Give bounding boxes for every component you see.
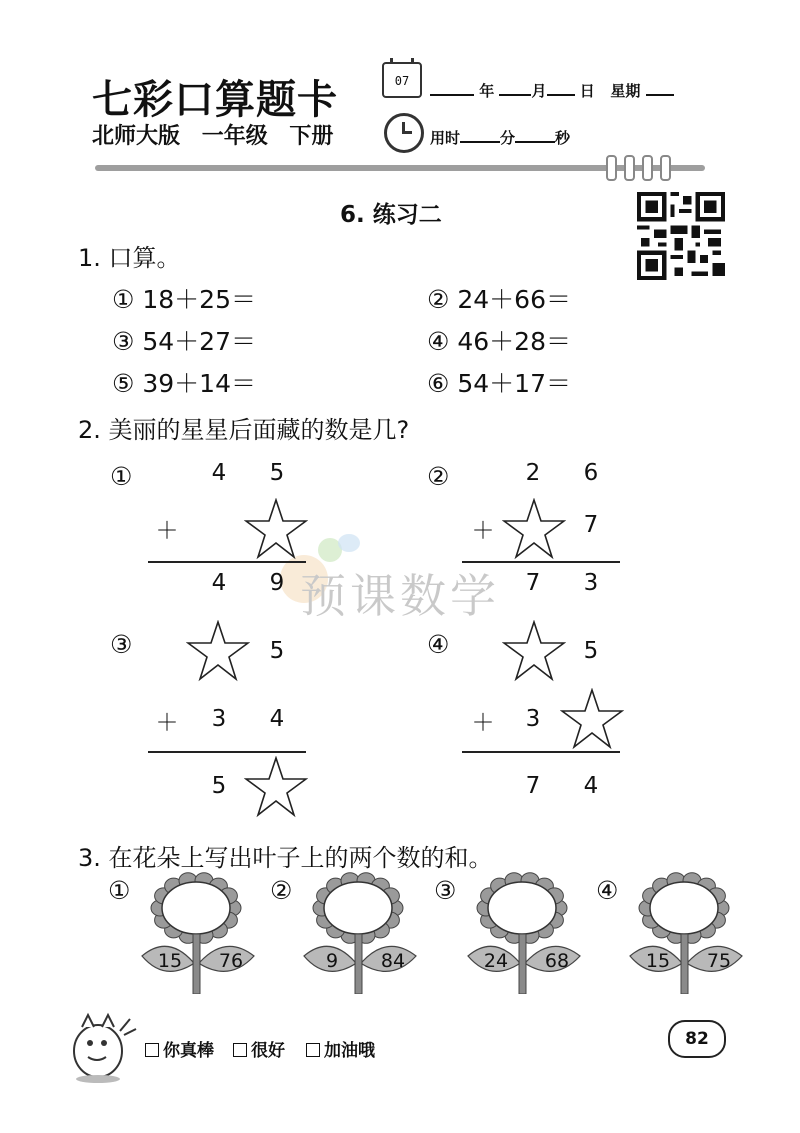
- grade: 一年级: [201, 124, 268, 149]
- digit: 7: [583, 512, 599, 538]
- star-icon[interactable]: [244, 756, 308, 818]
- leaf-number-left: 9: [325, 950, 339, 972]
- leaf-number-left: 24: [483, 950, 509, 972]
- edition-line: [92, 119, 333, 150]
- flower-answer-area[interactable]: [654, 886, 714, 930]
- month-blank[interactable]: [499, 80, 531, 96]
- flower-answer-area[interactable]: [166, 886, 226, 930]
- q2-label-4: ④: [427, 630, 450, 659]
- digit: 4: [211, 460, 227, 486]
- digit: 7: [525, 773, 541, 799]
- page-number: 82: [668, 1020, 726, 1058]
- calendar-icon: [382, 62, 422, 98]
- digit: 3: [583, 570, 599, 596]
- leaf-number-right: 76: [218, 950, 244, 972]
- digit: 9: [269, 570, 285, 596]
- leaf-number-right: 84: [380, 950, 406, 972]
- month-label: 月: [531, 82, 547, 100]
- star-icon[interactable]: [502, 620, 566, 682]
- digit: 5: [583, 638, 599, 664]
- sum-line: [462, 561, 620, 563]
- plus-sign: ＋: [155, 518, 179, 544]
- rating-option-good[interactable]: [233, 1036, 285, 1061]
- time-label: 用时: [430, 129, 461, 147]
- digit: 5: [269, 638, 285, 664]
- binder-ring-icon: [642, 155, 653, 181]
- q2-label-1: ①: [110, 462, 133, 491]
- q3-title: 3. 在花朵上写出叶子上的两个数的和。: [78, 844, 493, 872]
- watermark-dot-icon: [338, 534, 360, 552]
- sum-line: [462, 751, 620, 753]
- minute-blank[interactable]: [460, 127, 500, 143]
- weekday-label: 星期: [610, 82, 641, 100]
- star-icon[interactable]: [244, 498, 308, 560]
- day-blank[interactable]: [547, 80, 575, 96]
- lesson-title: 6. 练习二: [340, 202, 442, 228]
- q3-label-1: ①: [108, 876, 131, 905]
- flower-answer-area[interactable]: [492, 886, 552, 930]
- q2-label-3: ③: [110, 630, 133, 659]
- rating-option-great[interactable]: [145, 1036, 214, 1061]
- binder-ring-icon: [624, 155, 635, 181]
- time-line: [430, 127, 570, 148]
- date-line: [430, 80, 674, 101]
- qr-code-icon[interactable]: [637, 192, 725, 280]
- binder-ring-icon: [606, 155, 617, 181]
- minute-label: 分: [500, 129, 516, 147]
- leaf-number-left: 15: [645, 950, 671, 972]
- mascot-icon: [62, 1005, 142, 1085]
- rating-label: 加油哦: [324, 1041, 375, 1061]
- edition: 北师大版: [92, 124, 181, 149]
- leaf-number-right: 75: [706, 950, 732, 972]
- digit: 3: [525, 706, 541, 732]
- q1-item-5: ⑤ 39＋14＝: [112, 369, 256, 398]
- leaf-number-right: 68: [544, 950, 570, 972]
- digit: 3: [211, 706, 227, 732]
- binder-ring-icon: [660, 155, 671, 181]
- q1-item-6: ⑥ 54＋17＝: [427, 369, 571, 398]
- q3-label-3: ③: [434, 876, 457, 905]
- leaf-number-left: 15: [157, 950, 183, 972]
- day-label: 日: [579, 82, 595, 100]
- digit: 4: [211, 570, 227, 596]
- star-icon[interactable]: [186, 620, 250, 682]
- sum-line: [148, 561, 306, 563]
- digit: 5: [269, 460, 285, 486]
- watermark: 预课数学: [300, 569, 500, 623]
- calendar-day: 07: [394, 74, 410, 88]
- year-blank[interactable]: [430, 80, 474, 96]
- digit: 7: [525, 570, 541, 596]
- weekday-blank[interactable]: [646, 80, 674, 96]
- volume: 下册: [289, 124, 334, 149]
- digit: 5: [211, 773, 227, 799]
- rating-option-tryharder[interactable]: [306, 1036, 375, 1061]
- q3-label-4: ④: [596, 876, 619, 905]
- digit: 2: [525, 460, 541, 486]
- q3-label-2: ②: [270, 876, 293, 905]
- flower-answer-area[interactable]: [328, 886, 388, 930]
- plus-sign: ＋: [471, 518, 495, 544]
- plus-sign: ＋: [155, 710, 179, 736]
- clock-icon: [384, 113, 424, 153]
- plus-sign: ＋: [471, 710, 495, 736]
- q2-label-2: ②: [427, 462, 450, 491]
- sum-line: [148, 751, 306, 753]
- second-label: 秒: [555, 129, 571, 147]
- rating-label: 很好: [251, 1041, 285, 1061]
- q2-title: 2. 美丽的星星后面藏的数是几?: [78, 416, 410, 444]
- digit: 6: [583, 460, 599, 486]
- q1-title: 1. 口算。: [78, 244, 181, 272]
- q1-item-2: ② 24＋66＝: [427, 285, 571, 314]
- second-blank[interactable]: [515, 127, 555, 143]
- q1-item-3: ③ 54＋27＝: [112, 327, 256, 356]
- year-label: 年: [479, 82, 495, 100]
- digit: 4: [583, 773, 599, 799]
- star-icon[interactable]: [502, 498, 566, 560]
- q1-item-4: ④ 46＋28＝: [427, 327, 571, 356]
- brand-title: 七彩口算题卡: [92, 76, 338, 123]
- q1-item-1: ① 18＋25＝: [112, 285, 256, 314]
- star-icon[interactable]: [560, 688, 624, 750]
- digit: 4: [269, 706, 285, 732]
- rating-label: 你真棒: [163, 1041, 214, 1061]
